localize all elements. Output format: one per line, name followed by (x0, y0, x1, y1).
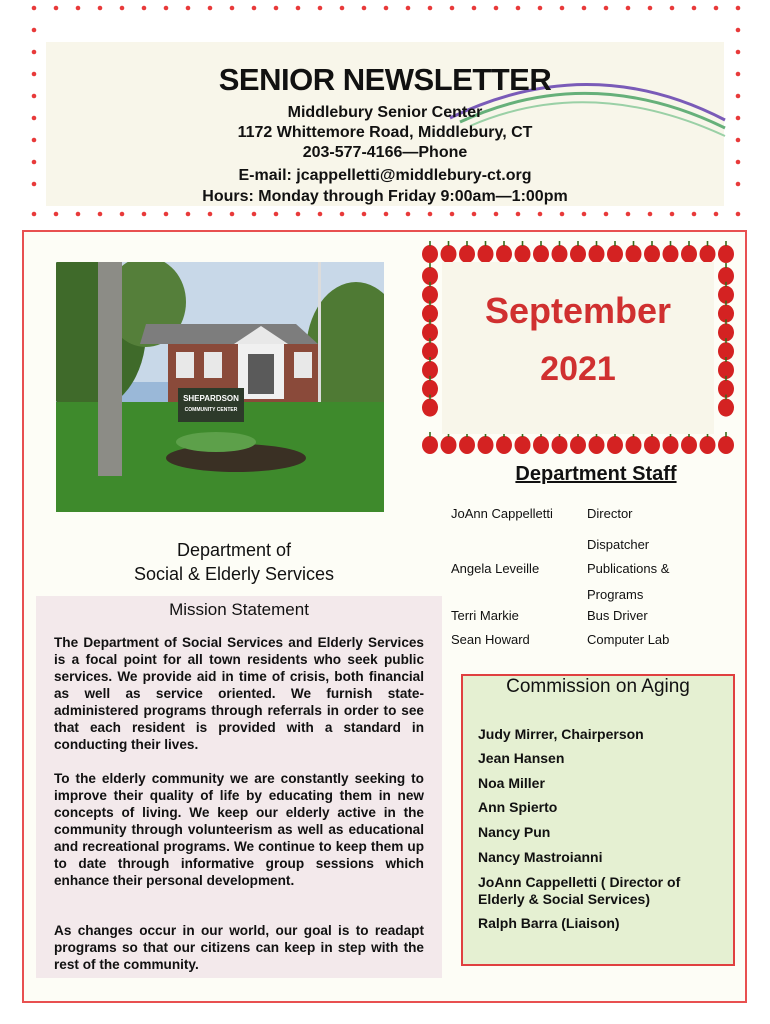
apple-stem-icon (725, 282, 727, 287)
apple-icon (607, 436, 623, 454)
border-dot (494, 212, 499, 217)
staff-role-line: Programs (587, 587, 644, 602)
apple-stem-icon (725, 338, 727, 343)
border-dot (626, 6, 631, 11)
sign-subtitle: COMMUNITY CENTER (184, 407, 238, 413)
border-dot (208, 6, 213, 11)
border-dot (32, 138, 37, 143)
apple-stem-icon (429, 376, 431, 381)
apple-icon (441, 245, 457, 263)
border-dot (32, 72, 37, 77)
apple-icon (718, 399, 734, 417)
staff-name: Angela Leveille (451, 561, 540, 576)
apple-icon (626, 245, 642, 263)
apple-stem-icon (429, 357, 431, 362)
apple-icon (718, 436, 734, 454)
apple-icon (607, 245, 623, 263)
apple-icon (552, 436, 568, 454)
border-dot (186, 6, 191, 11)
apple-stem-icon (466, 241, 468, 246)
apple-icon (644, 245, 660, 263)
apple-stem-icon (448, 241, 450, 246)
staff-role-line: Publications & (587, 561, 670, 576)
staff-name: Sean Howard (451, 632, 530, 647)
border-dot (32, 116, 37, 121)
apple-icon (626, 436, 642, 454)
border-dot (362, 212, 367, 217)
border-dot (120, 6, 125, 11)
apple-stem-icon (429, 263, 431, 268)
border-dot (692, 6, 697, 11)
commission-member: Nancy Pun (478, 824, 551, 840)
apple-stem-icon (725, 432, 727, 437)
border-dot (142, 212, 147, 217)
border-dot (274, 212, 279, 217)
apple-stem-icon (725, 357, 727, 362)
apple-icon (589, 245, 605, 263)
staff-role: Director (587, 506, 633, 521)
apple-stem-icon (485, 241, 487, 246)
border-dot (98, 212, 103, 217)
department-heading (56, 538, 412, 586)
apple-icon (533, 245, 549, 263)
border-dot (252, 212, 257, 217)
apple-icon (681, 436, 697, 454)
mission-paragraph: As changes occur in our world, our goal is to readapt programs so that our citizens can keep in step with the rest of the community. (54, 923, 424, 972)
border-dot (670, 6, 675, 11)
border-dot (340, 6, 345, 11)
commission-member: JoAnn Cappelletti ( Director of Elderly & Social Services) (478, 874, 681, 907)
border-dot (54, 212, 59, 217)
border-dot (472, 212, 477, 217)
center-email: E-mail: jcappelletti@middlebury-ct.org (238, 167, 532, 184)
apple-icon (515, 245, 531, 263)
apple-stem-icon (725, 301, 727, 306)
apple-stem-icon (559, 241, 561, 246)
apple-stem-icon (725, 241, 727, 246)
staff-name: JoAnn Cappelletti (451, 506, 553, 521)
issue-year: 2021 (540, 350, 616, 388)
border-dot (164, 212, 169, 217)
apple-stem-icon (633, 241, 635, 246)
border-dot (736, 138, 741, 143)
border-dot (736, 94, 741, 99)
border-dot (318, 6, 323, 11)
border-dot (120, 212, 125, 217)
border-dot (692, 212, 697, 217)
border-dot (32, 212, 37, 217)
border-dot (736, 160, 741, 165)
apple-stem-icon (429, 395, 431, 400)
border-dot (76, 212, 81, 217)
apple-stem-icon (688, 241, 690, 246)
border-dot (604, 212, 609, 217)
border-dot (274, 6, 279, 11)
border-dot (428, 212, 433, 217)
apple-stem-icon (725, 263, 727, 268)
apple-icon (700, 245, 716, 263)
apple-stem-icon (429, 338, 431, 343)
border-dot (582, 6, 587, 11)
commission-member: Jean Hansen (478, 750, 565, 766)
mission-title: Mission Statement (169, 600, 309, 619)
commission-member: Noa Miller (478, 775, 545, 791)
apple-icon (459, 436, 475, 454)
apple-stem-icon (614, 241, 616, 246)
border-dot (142, 6, 147, 11)
border-dot (32, 182, 37, 187)
apple-icon (478, 245, 494, 263)
apple-stem-icon (429, 241, 431, 246)
border-dot (560, 212, 565, 217)
border-dot (164, 6, 169, 11)
border-dot (626, 212, 631, 217)
apple-icon (422, 245, 438, 263)
border-dot (648, 6, 653, 11)
border-dot (736, 212, 741, 217)
apple-icon (570, 436, 586, 454)
apple-icon (459, 245, 475, 263)
apple-icon (515, 436, 531, 454)
border-dot (736, 50, 741, 55)
apple-stem-icon (651, 241, 653, 246)
center-name: Middlebury Senior Center (287, 104, 483, 121)
border-dot (714, 6, 719, 11)
commission-member: Ralph Barra (Liaison) (478, 915, 620, 931)
border-dot (428, 6, 433, 11)
staff-role-line: Dispatcher (587, 537, 650, 552)
border-dot (582, 212, 587, 217)
apple-icon (681, 245, 697, 263)
border-dot (516, 6, 521, 11)
border-dot (296, 212, 301, 217)
border-dot (76, 6, 81, 11)
center-hours: Hours: Monday through Friday 9:00am—1:00pm (202, 188, 568, 205)
staff-name: Terri Markie (451, 608, 519, 623)
border-dot (32, 94, 37, 99)
border-dot (736, 6, 741, 11)
border-dot (736, 116, 741, 121)
date-box-background (442, 262, 714, 434)
border-dot (340, 212, 345, 217)
border-dot (538, 6, 543, 11)
border-dot (736, 28, 741, 33)
border-dot (670, 212, 675, 217)
border-dot (296, 6, 301, 11)
border-dot (450, 6, 455, 11)
border-dot (208, 212, 213, 217)
apple-icon (644, 436, 660, 454)
apple-icon (700, 436, 716, 454)
border-dot (362, 6, 367, 11)
mission-paragraph: To the elderly community we are constantly seeking to improve their quality of life by educating them in new concepts of living. We keep our elderly active in the community through volunteerism as well as educational and recreational programs. We continue to keep them up to date through informative group sessions which enhance their personal development. (54, 771, 424, 888)
border-dot (98, 6, 103, 11)
border-dot (648, 212, 653, 217)
border-dot (560, 6, 565, 11)
border-dot (538, 212, 543, 217)
commission-member: Nancy Mastroianni (478, 849, 603, 865)
apple-stem-icon (725, 376, 727, 381)
apple-stem-icon (429, 319, 431, 324)
border-dot (450, 212, 455, 217)
border-dot (714, 212, 719, 217)
apple-stem-icon (725, 319, 727, 324)
mission-paragraph: The Department of Social Services and Elderly Services is a focal point for all town residents who seek public services. We provide aid in time of crisis, both financial as well as service oriented. We furnish state-administered programs through referrals in order to see that each resident is provided with a standard in conducting their lives. (54, 635, 424, 752)
border-dot (516, 212, 521, 217)
apple-stem-icon (707, 241, 709, 246)
commission-title: Commission on Aging (506, 676, 690, 697)
border-dot (230, 6, 235, 11)
border-dot (604, 6, 609, 11)
community-center-photo (56, 262, 384, 512)
apple-icon (422, 399, 438, 417)
border-dot (472, 6, 477, 11)
border-dot (32, 6, 37, 11)
apple-stem-icon (540, 241, 542, 246)
apple-stem-icon (429, 282, 431, 287)
border-dot (32, 160, 37, 165)
border-dot (54, 6, 59, 11)
department-line1: Department of (176, 540, 292, 560)
apple-stem-icon (429, 301, 431, 306)
apple-icon (718, 245, 734, 263)
border-dot (32, 28, 37, 33)
apple-stem-icon (596, 241, 598, 246)
commission-member: Judy Mirrer, Chairperson (478, 726, 644, 742)
apple-icon (663, 436, 679, 454)
staff-role: Computer Lab (587, 632, 670, 647)
apple-stem-icon (429, 432, 431, 437)
border-dot (230, 212, 235, 217)
department-line2: Social & Elderly Services (133, 564, 335, 584)
border-dot (384, 212, 389, 217)
border-dot (32, 50, 37, 55)
apple-stem-icon (725, 395, 727, 400)
apple-icon (496, 245, 512, 263)
apple-icon (589, 436, 605, 454)
border-dot (252, 6, 257, 11)
border-dot (384, 6, 389, 11)
border-dot (406, 6, 411, 11)
sign-name: SHEPARDSON (183, 394, 239, 403)
apple-icon (478, 436, 494, 454)
center-phone: 203-577-4166—Phone (302, 144, 468, 161)
apple-icon (422, 436, 438, 454)
border-dot (494, 6, 499, 11)
issue-month: September (484, 290, 672, 331)
border-dot (736, 182, 741, 187)
apple-stem-icon (522, 241, 524, 246)
apple-icon (552, 245, 568, 263)
apple-icon (570, 245, 586, 263)
border-dot (186, 212, 191, 217)
border-dot (318, 212, 323, 217)
apple-icon (663, 245, 679, 263)
building-illustration (56, 262, 384, 512)
apple-icon (533, 436, 549, 454)
commission-member: Ann Spierto (478, 799, 558, 815)
apple-icon (496, 436, 512, 454)
border-dot (736, 72, 741, 77)
apple-stem-icon (577, 241, 579, 246)
apple-stem-icon (670, 241, 672, 246)
center-address: 1172 Whittemore Road, Middlebury, CT (237, 124, 533, 141)
apple-stem-icon (503, 241, 505, 246)
apple-icon (441, 436, 457, 454)
staff-role: Bus Driver (587, 608, 648, 623)
newsletter-title: SENIOR NEWSLETTER (218, 62, 552, 97)
border-dot (406, 212, 411, 217)
staff-section-title: Department Staff (515, 463, 677, 485)
